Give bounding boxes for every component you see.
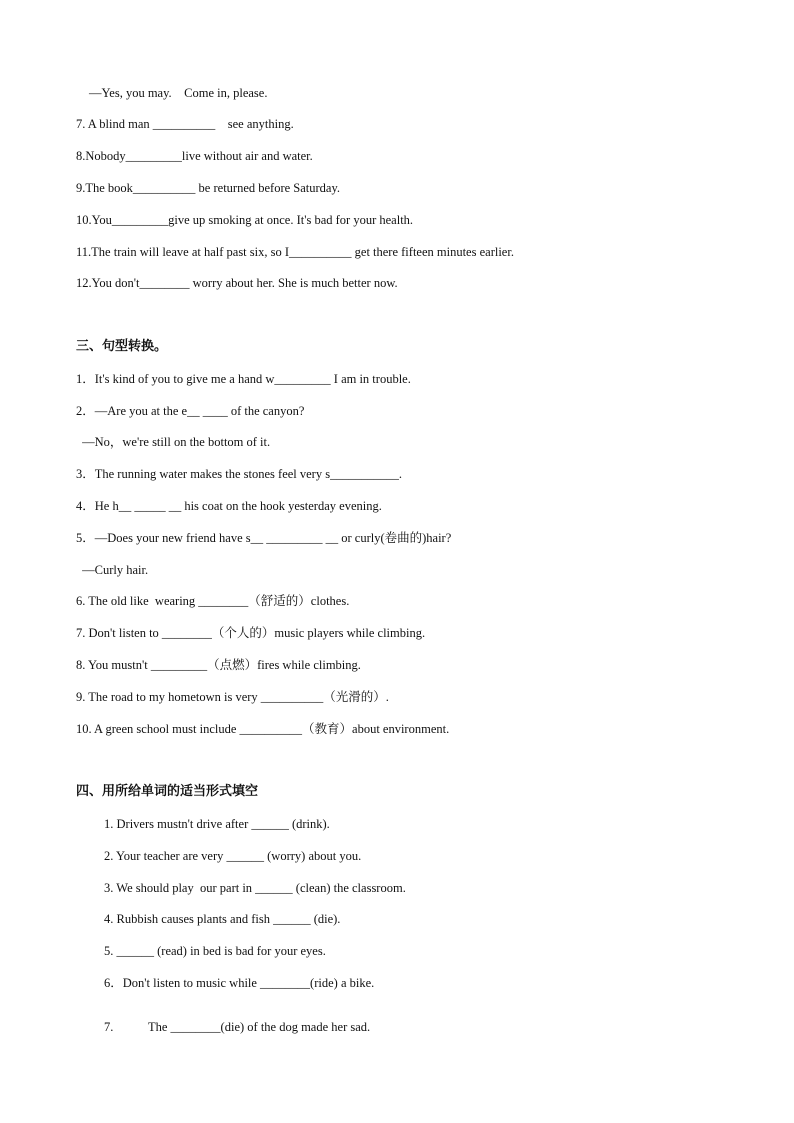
s4-question-4: 4. Rubbish causes plants and fish ______ (die). (104, 912, 341, 926)
question-7: 7. A blind man __________ see anything. (76, 117, 294, 131)
s4-question-2: 2. Your teacher are very ______ (worry) about you. (104, 849, 362, 863)
section-3-heading: 三、句型转换。 (76, 339, 168, 354)
s4-question-1: 1. Drivers mustn't drive after ______ (drink). (104, 817, 330, 831)
question-12: 12.You don't________ worry about her. She is much better now. (76, 276, 398, 290)
section-4-heading: 四、用所给单词的适当形式填空 (76, 784, 259, 799)
s4-question-7-number: 7. (104, 1020, 114, 1034)
s3-question-7: 7. Don't listen to ________（个人的）music players while climbing. (76, 626, 426, 640)
s3-question-3: 3．The running water makes the stones feel very s___________. (76, 467, 402, 481)
s3-question-5: 5．—Does your new friend have s__ _________ __ or curly(卷曲的)hair? (76, 531, 452, 545)
s4-question-6: 6．Don't listen to music while ________(ride) a bike. (104, 976, 375, 990)
question-11: 11.The train will leave at half past six, so I__________ get there fifteen minutes earlier. (76, 245, 514, 259)
s4-question-5: 5. ______ (read) in bed is bad for your eyes. (104, 944, 326, 958)
question-9: 9.The book__________ be returned before Saturday. (76, 181, 341, 195)
s3-question-2: 2．—Are you at the e__ ____ of the canyon? (76, 404, 305, 418)
s3-question-1: 1．It's kind of you to give me a hand w_________ I am in trouble. (76, 372, 411, 386)
question-8: 8.Nobody_________live without air and water. (76, 149, 313, 163)
s3-question-9: 9. The road to my hometown is very __________（光滑的）. (76, 690, 389, 704)
s3-question-5-reply: —Curly hair. (79, 563, 149, 577)
s4-question-7: The ________(die) of the dog made her sad. (148, 1020, 371, 1034)
s3-question-4: 4．He h__ _____ __ his coat on the hook yesterday evening. (76, 499, 382, 513)
s3-question-2-reply: —No，we're still on the bottom of it. (79, 435, 271, 449)
s3-question-10: 10. A green school must include __________（教育）about environment. (76, 722, 450, 736)
s3-question-8: 8. You mustn't _________（点燃）fires while climbing. (76, 658, 361, 672)
s3-question-6: 6. The old like wearing ________（舒适的）clothes. (76, 594, 350, 608)
answer-line: —Yes, you may. Come in, please. (89, 86, 268, 100)
s4-question-3: 3. We should play our part in ______ (clean) the classroom. (104, 881, 406, 895)
question-10: 10.You_________give up smoking at once. It's bad for your health. (76, 213, 414, 227)
